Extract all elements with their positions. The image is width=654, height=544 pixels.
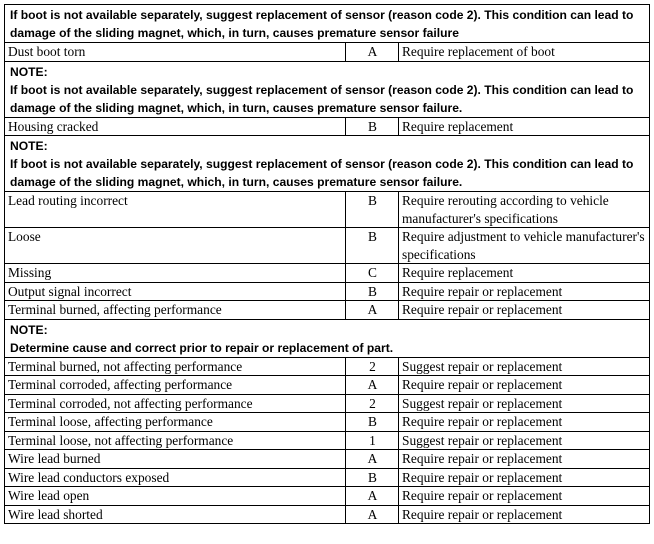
procedure-cell: Require repair or replacement [399,505,650,524]
condition-cell: Wire lead open [5,487,346,506]
table-row [5,264,650,283]
condition-cell: Dust boot torn [5,43,346,62]
procedure-cell: Suggest repair or replacement [399,357,650,376]
procedure-cell: Require replacement [399,264,650,283]
note-cell [5,5,650,43]
condition-cell: Terminal loose, affecting performance [5,413,346,432]
table-row [5,487,650,506]
table-row [5,228,650,264]
note-row [5,319,650,357]
code-cell: B [346,282,399,301]
condition-cell: Housing cracked [5,117,346,136]
condition-cell: Terminal loose, not affecting performance [5,431,346,450]
code-cell: B [346,117,399,136]
table-row [5,357,650,376]
procedure-cell: Require repair or replacement [399,468,650,487]
note-heading: NOTE: [10,139,48,153]
note-heading: NOTE: [10,64,48,79]
procedure-cell: Require replacement [399,117,650,136]
table-row [5,413,650,432]
procedure-cell: Require replacement of boot [399,43,650,62]
code-cell: 2 [346,357,399,376]
inspection-table [4,4,650,524]
note-cell [5,61,650,117]
code-cell: A [346,43,399,62]
table-row [5,282,650,301]
code-cell: A [346,301,399,320]
code-cell: A [346,505,399,524]
code-cell: A [346,450,399,469]
condition-cell: Terminal burned, affecting performance [5,301,346,320]
code-cell: 1 [346,431,399,450]
note-row [5,61,650,117]
table-row [5,450,650,469]
procedure-cell: Require repair or replacement [399,487,650,506]
condition-cell: Wire lead conductors exposed [5,468,346,487]
condition-cell: Terminal corroded, not affecting performance [5,394,346,413]
table-row [5,301,650,320]
table-row [5,192,650,228]
condition-cell: Terminal burned, not affecting performance [5,357,346,376]
condition-cell: Lead routing incorrect [5,192,346,228]
table-row [5,468,650,487]
procedure-cell: Require repair or replacement [399,376,650,395]
code-cell: 2 [346,394,399,413]
note-cell [5,136,650,192]
note-row [5,5,650,43]
procedure-cell: Require rerouting according to vehicle manufacturer's specifications [399,192,650,228]
code-cell: B [346,413,399,432]
procedure-cell: Suggest repair or replacement [399,431,650,450]
code-cell: B [346,228,399,264]
note-text: If boot is not available separately, suggest replacement of sensor (reason code 2). This condition can lead to damage of the sliding magnet, which, in turn, causes premature sensor failure. [10,157,634,189]
procedure-cell: Require repair or replacement [399,450,650,469]
note-row [5,136,650,192]
procedure-cell: Require repair or replacement [399,413,650,432]
condition-cell: Output signal incorrect [5,282,346,301]
table-row [5,376,650,395]
condition-cell: Wire lead shorted [5,505,346,524]
procedure-cell: Require repair or replacement [399,282,650,301]
note-text: Determine cause and correct prior to repair or replacement of part. [10,340,394,355]
code-cell: B [346,192,399,228]
note-text: If boot is not available separately, suggest replacement of sensor (reason code 2). This condition can lead to damage of the sliding magnet, which, in turn, causes premature sensor failure [10,8,634,40]
table-row [5,43,650,62]
condition-cell: Wire lead burned [5,450,346,469]
table-row [5,505,650,524]
note-cell [5,319,650,357]
code-cell: A [346,487,399,506]
procedure-cell: Suggest repair or replacement [399,394,650,413]
code-cell: B [346,468,399,487]
table-row [5,394,650,413]
inspection-table-body [5,5,650,524]
code-cell: C [346,264,399,283]
procedure-cell: Require repair or replacement [399,301,650,320]
condition-cell: Loose [5,228,346,264]
code-cell: A [346,376,399,395]
note-text: If boot is not available separately, suggest replacement of sensor (reason code 2). This condition can lead to damage of the sliding magnet, which, in turn, causes premature sensor failure. [10,82,634,115]
condition-cell: Terminal corroded, affecting performance [5,376,346,395]
note-heading: NOTE: [10,322,48,337]
condition-cell: Missing [5,264,346,283]
table-row [5,431,650,450]
procedure-cell: Require adjustment to vehicle manufacturer's specifications [399,228,650,264]
table-row [5,117,650,136]
